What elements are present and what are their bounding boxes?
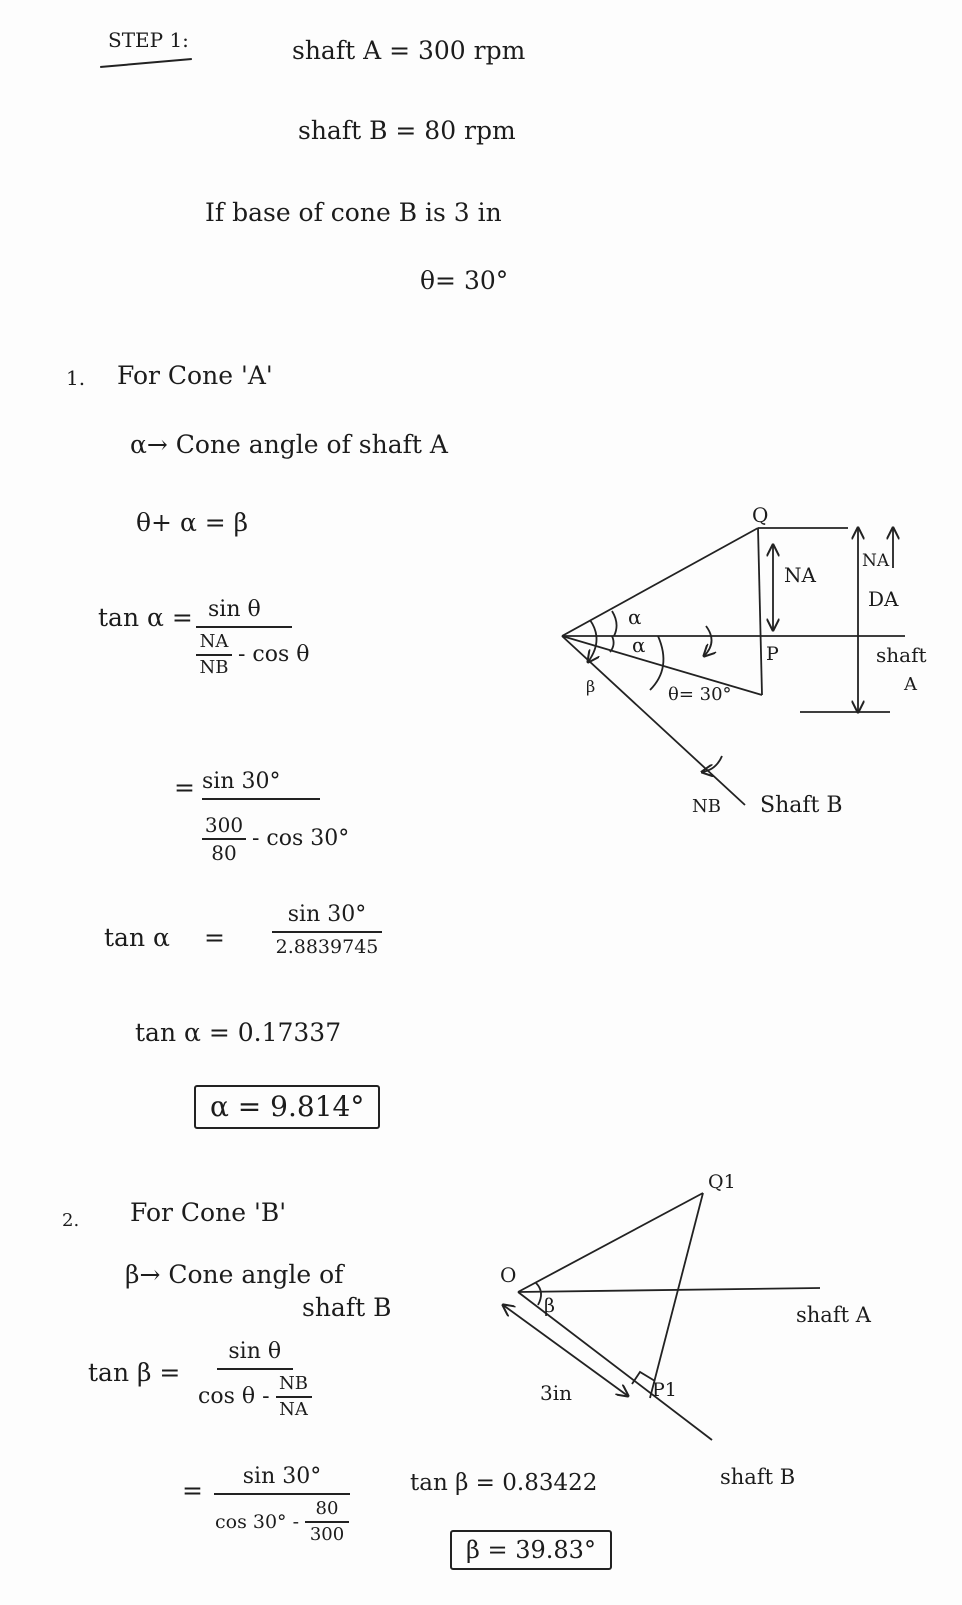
label-q: Q [752,503,769,527]
label-alpha-2: α [632,633,646,657]
label-shaft-a-b: shaft A [796,1303,871,1327]
tan-beta-label: tan β = [88,1358,181,1387]
ratio-bottom: NB [199,656,229,678]
cos-term: - cos θ [238,641,310,667]
q1p1-line [650,1193,703,1398]
alpha-arc-1 [612,611,617,636]
beta-sub-ratio-bottom: 300 [309,1523,345,1545]
cone-a-number: 1. [66,366,86,390]
label-beta: β [586,677,596,696]
label-shaft-a-letter: A [904,674,917,695]
beta-cos-term: cos θ - [198,1383,270,1409]
cone-a-definition: α→ Cone angle of shaft A [130,430,448,459]
beta-numerator: sin θ [228,1339,282,1364]
beta-sub-numerator: sin 30° [242,1464,322,1489]
sub-ratio-bottom: 80 [211,841,237,866]
label-da: DA [868,587,899,611]
alpha-result-box: α = 9.814° [194,1085,380,1129]
tan-alpha-value: tan α = 0.17337 [135,1018,342,1047]
theta-value: θ= 30° [420,266,509,295]
cone-a-heading: For Cone 'A' [117,361,273,390]
formula-numerator: sin θ [208,597,261,622]
rotation-arrow-a [704,626,712,656]
step-label: STEP 1: [108,28,189,52]
base-line-qp [758,528,762,695]
cone-b-definition-2: shaft B [302,1293,392,1322]
sub-ratio-top: 300 [204,813,244,838]
label-na-2: NA [862,551,890,571]
label-nb: NB [692,796,721,817]
label-shaft: shaft [876,643,927,667]
equals-sign-2: = [204,923,225,952]
beta-sub-ratio-top: 80 [315,1498,339,1520]
label-alpha-1: α [628,605,642,629]
shaft-a-speed: shaft A = 300 rpm [292,36,526,65]
cone-b-heading: For Cone 'B' [130,1198,287,1227]
cone-b-number: 2. [62,1210,80,1231]
label-shaft-b: Shaft B [760,793,843,818]
label-o: O [500,1263,517,1287]
beta-ratio-top: NB [279,1373,309,1395]
beta-arc-b [536,1283,541,1305]
label-theta: θ= 30° [668,684,732,705]
shaft-b-speed: shaft B = 80 rpm [298,116,516,145]
numeric-denominator: 2.8839745 [275,936,379,959]
tan-alpha-label: tan α = [98,603,193,632]
oq1-generator [518,1193,703,1292]
numeric-numerator: sin 30° [287,902,367,927]
label-na: NA [784,563,816,587]
cone-b-base: If base of cone B is 3 in [205,198,502,227]
sub-cos-term: - cos 30° [252,826,350,852]
label-beta-b: β [544,1295,555,1317]
shaft-a-line-b [518,1288,820,1292]
label-3in: 3in [540,1381,573,1405]
cone-a-top-generator [562,528,758,636]
label-p: P [766,643,779,665]
label-q1: Q1 [708,1171,736,1193]
cone-b-definition: β→ Cone angle of [125,1260,344,1289]
cone-a-diagram [562,528,905,805]
beta-arc [588,620,597,662]
beta-sub-cos: cos 30° - [214,1510,299,1533]
equals-sign: = [174,773,195,802]
label-p1: P1 [652,1379,677,1401]
beta-ratio-bottom: NA [279,1398,308,1420]
equals-sign-3: = [182,1476,203,1505]
beta-result-box: β = 39.83° [450,1530,612,1570]
ratio-top: NA [199,631,229,653]
label-shaft-b-b: shaft B [720,1465,796,1489]
sub-numerator: sin 30° [202,769,281,794]
rotation-arrow-b [702,756,722,772]
tan-beta-value: tan β = 0.83422 [410,1470,598,1496]
angle-relation: θ+ α = β [136,508,249,537]
tan-alpha-label-2: tan α [104,923,170,952]
